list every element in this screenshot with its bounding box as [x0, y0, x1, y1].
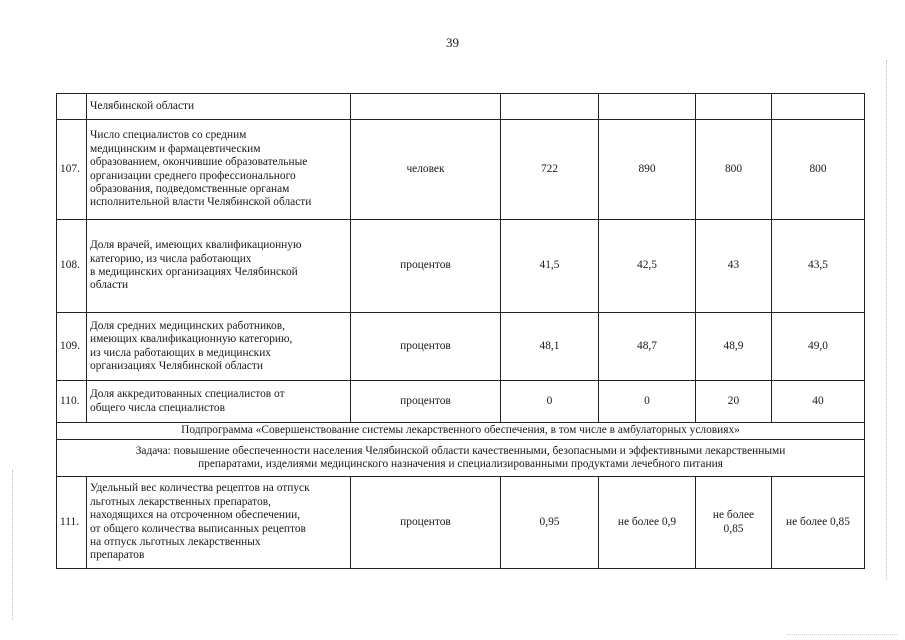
value-cell [696, 94, 772, 120]
row-number: 109. [57, 313, 87, 381]
value-cell: 890 [599, 120, 696, 220]
unit-cell: процентов [351, 220, 501, 313]
table-row [57, 381, 865, 423]
table-row [57, 94, 865, 120]
value-cell [599, 94, 696, 120]
row-number: 110. [57, 381, 87, 423]
value-cell: не более 0,85 [772, 477, 865, 569]
value-cell: 722 [501, 120, 599, 220]
value-cell: 0 [501, 381, 599, 423]
row-number [57, 94, 87, 120]
value-cell: 40 [772, 381, 865, 423]
indicator-name: Челябинской области [87, 94, 351, 120]
indicator-name: Доля средних медицинских работников, имеющих квалификационную категорию, из числа работающих в медицинских организациях Челябинской области [87, 313, 351, 381]
value-cell: 48,1 [501, 313, 599, 381]
value-cell: 42,5 [599, 220, 696, 313]
value-cell: 0,95 [501, 477, 599, 569]
indicators-table [56, 93, 865, 569]
section-row [57, 423, 865, 440]
unit-cell: процентов [351, 313, 501, 381]
value-cell: 800 [696, 120, 772, 220]
value-cell: 800 [772, 120, 865, 220]
value-cell: не более 0,9 [599, 477, 696, 569]
value-cell: не более 0,85 [696, 477, 772, 569]
unit-cell: процентов [351, 477, 501, 569]
table-row [57, 477, 865, 569]
table-row [57, 313, 865, 381]
table-row [57, 220, 865, 313]
value-cell: 48,9 [696, 313, 772, 381]
indicator-name: Доля врачей, имеющих квалификационную категорию, из числа работающих в медицинских организациях Челябинской области [87, 220, 351, 313]
section-row [57, 440, 865, 477]
indicator-name: Удельный вес количества рецептов на отпуск льготных лекарственных препаратов, находящихся на отсроченном обеспечении, от общего количества выписанных рецептов на отпуск льготных лекарственных препаратов [87, 477, 351, 569]
value-cell: 49,0 [772, 313, 865, 381]
value-cell: 48,7 [599, 313, 696, 381]
subprogram-task: Задача: повышение обеспеченности населения Челябинской области качественными, безопасными и эффективными лекарственными препаратами, изделиями медицинского назначения и специализированными продуктами лечебного питания [57, 440, 865, 477]
value-cell [772, 94, 865, 120]
unit-cell: процентов [351, 381, 501, 423]
table-row [57, 120, 865, 220]
value-cell: 0 [599, 381, 696, 423]
row-number: 111. [57, 477, 87, 569]
value-cell: 41,5 [501, 220, 599, 313]
scan-edge-right [886, 60, 888, 580]
row-number: 108. [57, 220, 87, 313]
scan-edge-left [12, 470, 14, 620]
unit-cell: человек [351, 120, 501, 220]
row-number: 107. [57, 120, 87, 220]
value-cell: 20 [696, 381, 772, 423]
scan-edge-bottom [787, 634, 897, 636]
indicator-name: Доля аккредитованных специалистов от общего числа специалистов [87, 381, 351, 423]
page-number: 39 [446, 35, 459, 50]
indicator-name: Число специалистов со средним медицинским и фармацевтическим образованием, окончившие образовательные организации среднего профессионального образования, подведомственные органам исполнительной власти Челябинской области [87, 120, 351, 220]
value-cell [501, 94, 599, 120]
value-cell: 43,5 [772, 220, 865, 313]
unit-cell [351, 94, 501, 120]
subprogram-title: Подпрограмма «Совершенствование системы лекарственного обеспечения, в том числе в амбулаторных условиях» [57, 423, 865, 440]
value-cell: 43 [696, 220, 772, 313]
